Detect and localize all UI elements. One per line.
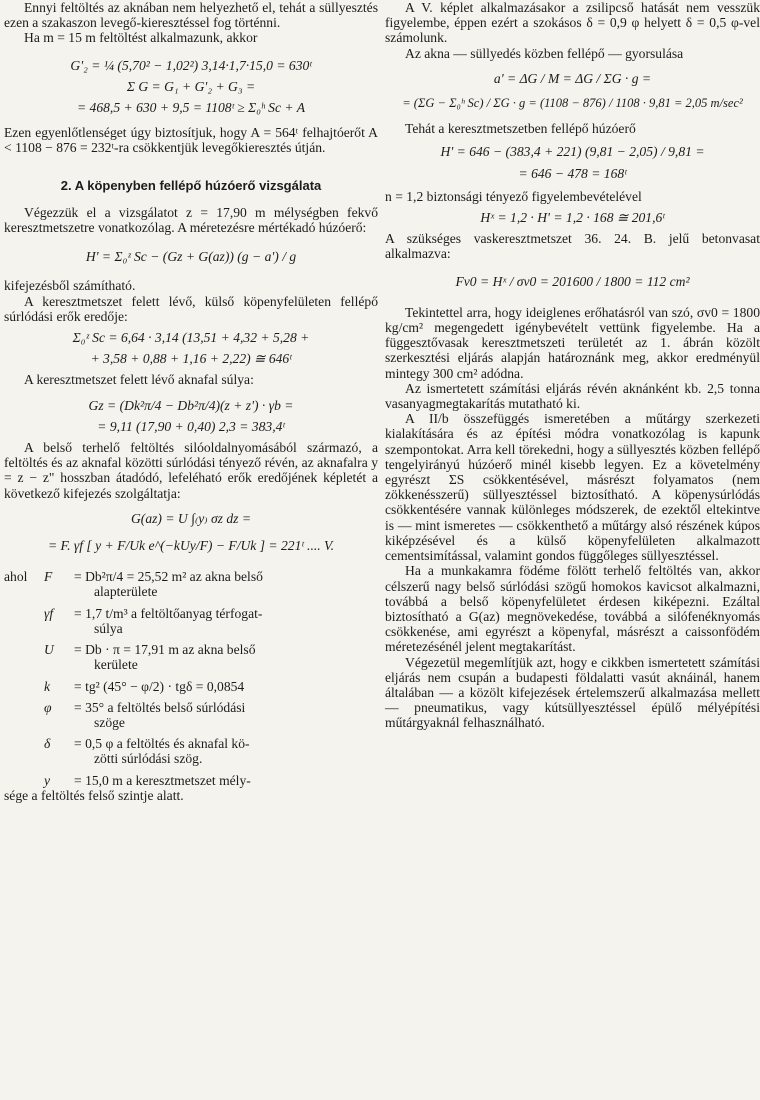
equation: H' = Σ₀ᶻ Sc − (Gz + G(az)) (g − a') / g — [85, 249, 297, 265]
definition-symbol: δ — [44, 736, 51, 752]
equation: = 468,5 + 630 + 9,5 = 1108ᵗ ≥ Σ₀ʰ Sc + A — [76, 100, 306, 116]
definition-row — [4, 642, 378, 672]
defs-lead: ahol — [4, 569, 28, 585]
equation-v: = F. γf [ y + F/Uk e^(−kUy/F) − F/Uk ] = 221ᵗ .... V. — [47, 538, 334, 554]
definition-symbol: F — [44, 569, 53, 585]
paragraph: Az akna — süllyedés közben fellépő — gyorsulása — [405, 45, 684, 61]
definition-text: = Db²π/4 = 25,52 m² az akna belső — [74, 569, 263, 585]
equation: G(az) = U ∫₍y₎ σz dz = — [130, 510, 252, 526]
definition-text: = Db · π = 17,91 m az akna belső — [74, 642, 256, 658]
left-column — [4, 0, 378, 803]
definition-text: = 35° a feltöltés belső súrlódási — [74, 699, 246, 715]
paragraph: Ezen egyenlőtlenséget úgy biztosítjuk, hogy A = 564ᵗ felhajtóerőt A < 1108 − 876 = 232ᵗ-ra csökkentjük levegőkieresztés útján. — [4, 125, 378, 156]
definition-symbol: γf — [44, 605, 54, 621]
symbol-definitions — [4, 569, 378, 803]
equation: = 646 − 478 = 168ᵗ — [518, 165, 627, 181]
equation: H' = 646 − (383,4 + 221) (9,81 − 2,05) / 9,81 = — [440, 144, 705, 160]
definition-text: = tg² (45° − φ/2) · tgδ = 0,0854 — [74, 678, 245, 694]
equation: Σ₀ᶻ Sc = 6,64 · 3,14 (13,51 + 4,32 + 5,28 + — [72, 330, 310, 346]
paragraph: A belső terhelő feltöltés silóoldalnyomásából származó, a feltöltés és az aknafal közötti súrlódási tényező révén, az aknafalra y = z − z" hosszban átadódó, lefeléható erők eredőjének képletét a következő kifejezés szolgáltatja: — [4, 440, 378, 501]
definition-continuation: szöge — [94, 714, 125, 730]
paragraph: sége a feltöltés felső szintje alatt. — [4, 787, 184, 803]
right-column — [385, 0, 760, 731]
equation: Gz = (Dk²π/4 − Db²π/4)(z + z') · γb = — [88, 397, 294, 413]
equation: Σ G = G₁ + G'₂ + G₃ = — [126, 78, 256, 94]
definition-row — [4, 736, 378, 766]
definition-symbol: y — [44, 772, 51, 788]
paragraph: A V. képlet alkalmazásakor a zsilipcső hatását nem vesszük figyelembe, éppen ezért a szokásos δ = 0,9 φ helyett δ = 0,5 φ-vel számolunk. — [385, 0, 760, 46]
definition-continuation: alapterülete — [94, 584, 158, 600]
definition-continuation: zötti súrlódási szög. — [94, 751, 203, 767]
definition-row — [4, 700, 378, 730]
equation: = 9,11 (17,90 + 0,40) 2,3 = 383,4ᵗ — [97, 418, 285, 434]
equation: a' = ΔG / M = ΔG / ΣG · g = — [493, 70, 652, 86]
definition-text: = 15,0 m a keresztmetszet mély- — [74, 772, 251, 788]
definition-row — [4, 606, 378, 636]
definition-row — [4, 569, 378, 599]
paragraph: A szükséges vaskeresztmetszet 36. 24. B. jelű betonvasat alkalmazva: — [385, 231, 760, 262]
equation: G'₂ = ¼ (5,70² − 1,02²) 3,14·1,7·15,0 = 630ᵗ — [70, 57, 312, 73]
paragraph: Végezzük el a vizsgálatot z = 17,90 m mélységben fekvő keresztmetszetre vonatkozólag. A méretezésre mértékadó húzóerő: — [4, 204, 378, 236]
paragraph: n = 1,2 biztonsági tényező figyelembevételével — [385, 188, 642, 204]
paragraph: Tekintettel arra, hogy ideiglenes erőhatásról van szó, σv0 = 1800 kg/cm² megengedett igénybevételt vettünk figyelembe. Ha a függesztővasak keresztmetszeti területét az 1. ábrán közölt szerkesztési eljárás alapján határoznánk meg, akkor eredményül mintegy 300 cm² adódna. — [385, 304, 760, 381]
paragraph: Végezetül megemlítjük azt, hogy e cikkben ismertetett számítási eljárás nem csupán a budapesti földalatti vasút aknáinál, hanem általában — a közölt kifejezések értelemszerű alkalmazása mellett — pneumatikus, vagy kútsüllyesztéssel épülő mélyépítési műtárgyaknál felhasználható. — [385, 654, 760, 731]
definition-row — [4, 773, 378, 788]
definition-symbol: φ — [44, 699, 52, 715]
paragraph: Ennyi feltöltés az aknában nem helyezhető el, tehát a süllyesztés ezen a szakaszon levegő-kieresztéssel fog történni. — [4, 0, 378, 31]
paragraph: A keresztmetszet felett lévő, külső köpenyfelületen fellépő súrlódási erők eredője: — [4, 293, 378, 324]
definition-text: = 0,5 φ a feltöltés és aknafal kö- — [74, 736, 250, 752]
paragraph: kifejezésből számítható. — [4, 278, 136, 294]
paragraph: A II/b összefüggés ismeretében a műtárgy szerkezeti kialakítására és az építési módra vonatkozólag is kapunk szempontokat. Arra kell törekedni, hogy a süllyesztés közben fellépő tengelyirányú húzóerő minél kisebb legyen. Ez a követelmény egyrészt ΣS csökkentésével, másrészt folyamatos (nem zökkenésszerű) süllyesztéssel biztosítható. A köpenysúrlódás csökkentésére vannak különleges módszerek, de ezektől eltekintve is — mint ismeretes — csökkenthető a műtárgy alsó részének kúpos kiképzésével és a külső köpenyfelületen alkalmazott cementsimítással, valamint gondos függőleges süllyesztéssel. — [385, 411, 760, 564]
definition-symbol: k — [44, 678, 51, 694]
section-heading: 2. A köpenyben fellépő húzóerő vizsgálata — [60, 177, 322, 193]
equation: = (ΣG − Σ₀ʰ Sc) / ΣG · g = (1108 − 876) / 1108 · 9,81 = 2,05 m/sec² — [402, 96, 743, 111]
paragraph: A keresztmetszet felett lévő aknafal súlya: — [24, 372, 254, 388]
paragraph: Ha m = 15 m feltöltést alkalmazunk, akkor — [24, 30, 258, 46]
paragraph: Az ismertetett számítási eljárás révén aknánként kb. 2,5 tonna vasanyagmegtakarítás mutatható ki. — [385, 380, 760, 412]
paragraph: Ha a munkakamra födéme fölött terhelő feltöltés van, akkor célszerű nagy belső súrlódási szögű homokos kavicsot alkalmazni, továbbá a belső köpenyfelületet érdesen kiképezni. Ezáltal biztosítható a G(az) megnövekedése, továbbá a silófenéknyomás csökkenése, ami egyrészt a köpenyfal, másrészt a caissonfödém méretezésénél jelent megtakarítást. — [385, 563, 760, 655]
definition-symbol: U — [44, 642, 54, 658]
equation: Hˣ = 1,2 · H' = 1,2 · 168 ≅ 201,6ᵗ — [480, 210, 665, 226]
definition-continuation: súlya — [94, 620, 123, 636]
definition-text: = 1,7 t/m³ a feltöltőanyag térfogat- — [74, 605, 263, 621]
equation: + 3,58 + 0,88 + 1,16 + 2,22) ≅ 646ᵗ — [90, 351, 292, 367]
definition-row — [4, 679, 378, 694]
paragraph: Tehát a keresztmetszetben fellépő húzóerő — [405, 121, 636, 137]
definition-continuation: kerülete — [94, 657, 138, 673]
equation: Fv0 = Hˣ / σv0 = 201600 / 1800 = 112 cm² — [455, 273, 690, 289]
